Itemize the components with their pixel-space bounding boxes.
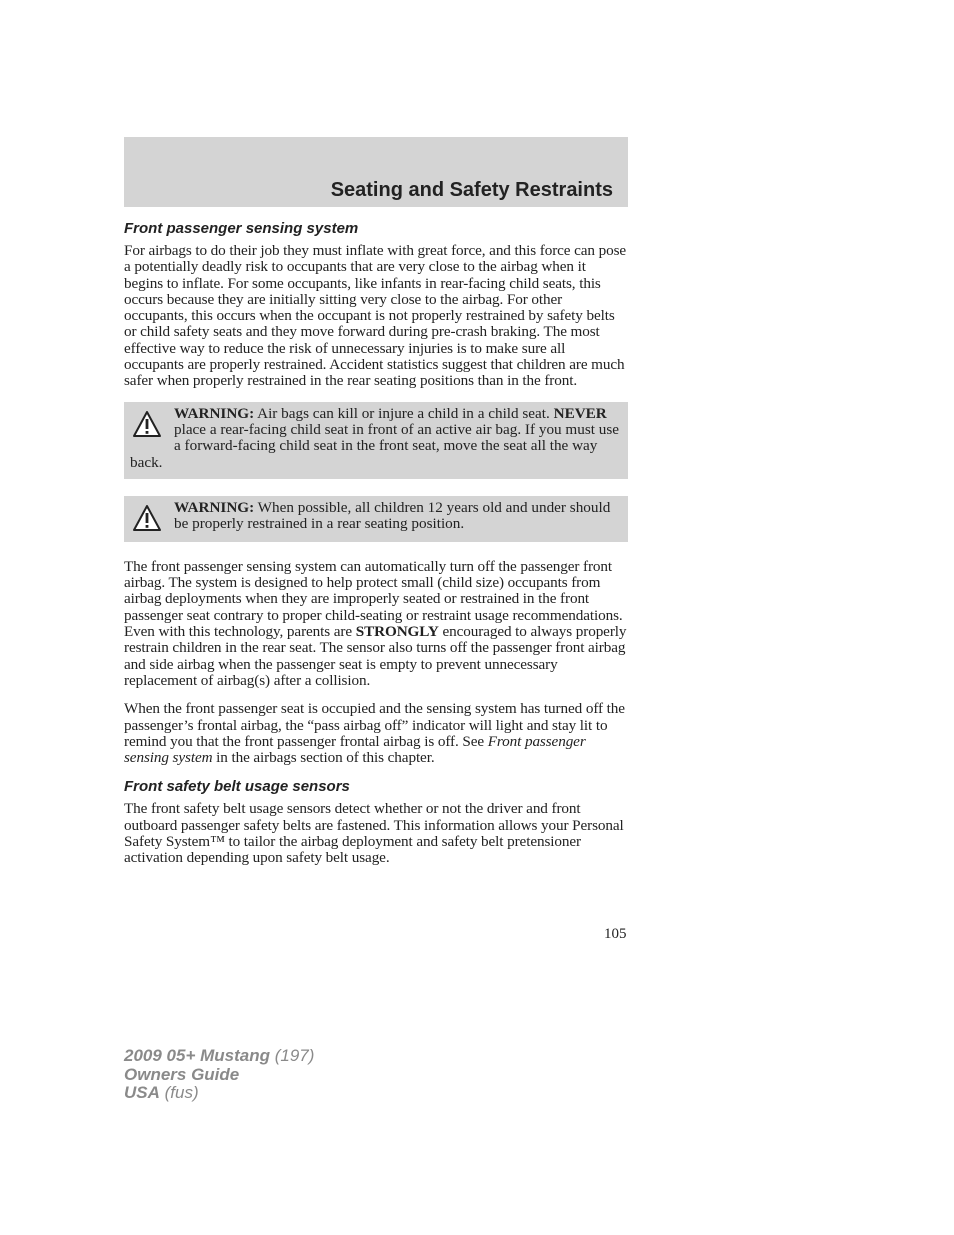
paragraph-pass-airbag-off bbox=[124, 701, 628, 766]
warning-label: WARNING: bbox=[174, 498, 255, 516]
warning-triangle-icon bbox=[132, 410, 162, 438]
cross-reference: Front passenger sensing system bbox=[124, 732, 586, 767]
text-span: When the front passenger seat is occupied and the sensing system has turned off the passenger’s frontal airbag, the “pass airbag off” indicator will light and stay lit to remind you that the front passenger frontal airbag is off. See bbox=[124, 700, 625, 750]
warning-text: When possible, all children 12 years old and under should be properly restrained in a rear seating position. bbox=[174, 498, 611, 533]
paragraph-belt-sensors: The front safety belt usage sensors detect whether or not the driver and front outboard passenger safety belts are fastened. This information allows your Personal Safety System™ to tailor the airbag deployment and safety belt pretensioner activation depending upon safety belt usage. bbox=[124, 800, 624, 867]
section-title-passenger-sensing: Front passenger sensing system bbox=[124, 220, 359, 237]
warning-triangle-icon bbox=[132, 504, 162, 532]
warning-label: WARNING: bbox=[174, 404, 255, 422]
footer-region-code: (fus) bbox=[159, 1083, 199, 1102]
warning-box-child-seat bbox=[124, 402, 628, 479]
strongly-emphasis: STRONGLY bbox=[355, 623, 439, 641]
warning-text-cont: place a rear-facing child seat in front of an active air bag. If you must use a forward-facing child seat in the front seat, move the seat all the way back. bbox=[130, 420, 620, 471]
footer-model: 2009 05+ Mustang bbox=[124, 1046, 270, 1065]
footer-model-code: (197) bbox=[270, 1046, 315, 1065]
page-content bbox=[124, 220, 628, 879]
paragraph-airbag-risk: For airbags to do their job they must inflate with great force, and this force can pose a potentially deadly risk to occupants that are very close to the airbag when it begins to inflate. For some occupants, like infants in rear-facing child seats, this occurs because they are initially sitting very close to the airbag. For other occupants, this occurs when the occupant is not properly restrained by safety belts or child safety seats and they move forward during pre-crash braking. The most effective way to reduce the risk of unnecessary injuries is to make sure all occupants are properly restrained. Accident statistics suggest that children are much safer when properly restrained in the rear seating positions than in the front. bbox=[124, 242, 627, 390]
chapter-title: Seating and Safety Restraints bbox=[330, 179, 613, 201]
page-number: 105 bbox=[604, 926, 627, 942]
warning-never: NEVER bbox=[553, 404, 607, 422]
text-span: The front passenger sensing system can automatically turn off the passenger front airbag. The system is designed to help protect small (child size) occupants from airbag deployments when they are improperly seated or restrained in the front passenger seat contrary to proper child-seating or restraint usage recommendations. Even with this technology, parents are bbox=[124, 557, 623, 641]
paragraph-sensing-system bbox=[124, 559, 628, 689]
chapter-header-bar bbox=[124, 137, 628, 207]
footer-line-guide: Owners Guide bbox=[124, 1064, 240, 1084]
warning-text: Air bags can kill or injure a child in a child seat. bbox=[254, 404, 554, 422]
footer-line-model bbox=[124, 1047, 314, 1066]
section-title-belt-sensors: Front safety belt usage sensors bbox=[124, 778, 350, 796]
footer-region: USA bbox=[124, 1083, 160, 1102]
text-span: in the airbags section of this chapter. bbox=[212, 749, 435, 767]
footer-line-region bbox=[124, 1084, 314, 1103]
warning-box-rear-seating bbox=[124, 496, 628, 542]
text-span: encouraged to always properly restrain children in the rear seat. The sensor also turns off the passenger front airbag and side airbag when the passenger seat is empty to prevent unnecessary replacement of airbag(s) after a collision. bbox=[124, 623, 627, 689]
document-footer bbox=[124, 1047, 314, 1103]
